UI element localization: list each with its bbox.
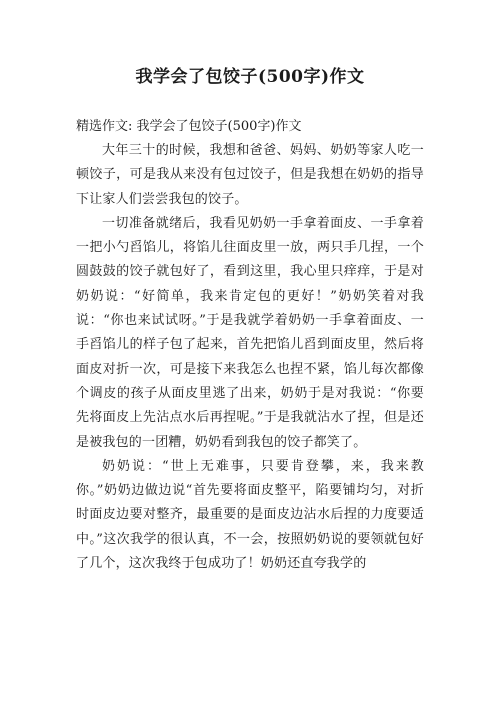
- document-subtitle: 精选作文: 我学会了包饺子(500字)作文: [76, 119, 302, 134]
- paragraph-3: 奶奶说：“世上无难事，只要肯登攀，来，我来教你。”奶奶边做边说“首先要将面皮整平，陷要铺均匀，对折时面皮边要对整齐，最重要的是面皮边沾水后捏的力度要适中。”这次我学的很认真，不一会，按照奶奶说的要领就包好了几个，这次我终于包成功了！奶奶还直夸我学的: [76, 458, 424, 572]
- document-title: 我学会了包饺子(500字)作文: [135, 67, 365, 87]
- document-body: [76, 115, 424, 576]
- paragraph-2: 一切准备就绪后，我看见奶奶一手拿着面皮、一手拿着一把小勺舀馅儿，将馅儿往面皮里一放，两只手几捏，一个圆鼓鼓的饺子就包好了，看到这里，我心里只痒痒，于是对奶奶说：“好简单，我来肯定包的更好！”奶奶笑着对我说：“你也来试试呀。”于是我就学着奶奶一手拿着面皮、一手舀馅儿的样子包了起来，首先把馅儿舀到面皮里，然后将面皮对折一次，可是接下来我怎么也捏不紧，馅儿每次都像个调皮的孩子从面皮里逃了出来，奶奶于是对我说：“你要先将面皮上先沾点水后再捏呢。”于是我就沾水了捏，但是还是被我包的一团糟，奶奶看到我包的饺子都笑了。: [76, 215, 424, 450]
- paragraph-1: 大年三十的时候，我想和爸爸、妈妈、奶奶等家人吃一顿饺子，可是我从来没有包过饺子，但是我想在奶奶的指导下让家人们尝尝我包的饺子。: [76, 143, 424, 207]
